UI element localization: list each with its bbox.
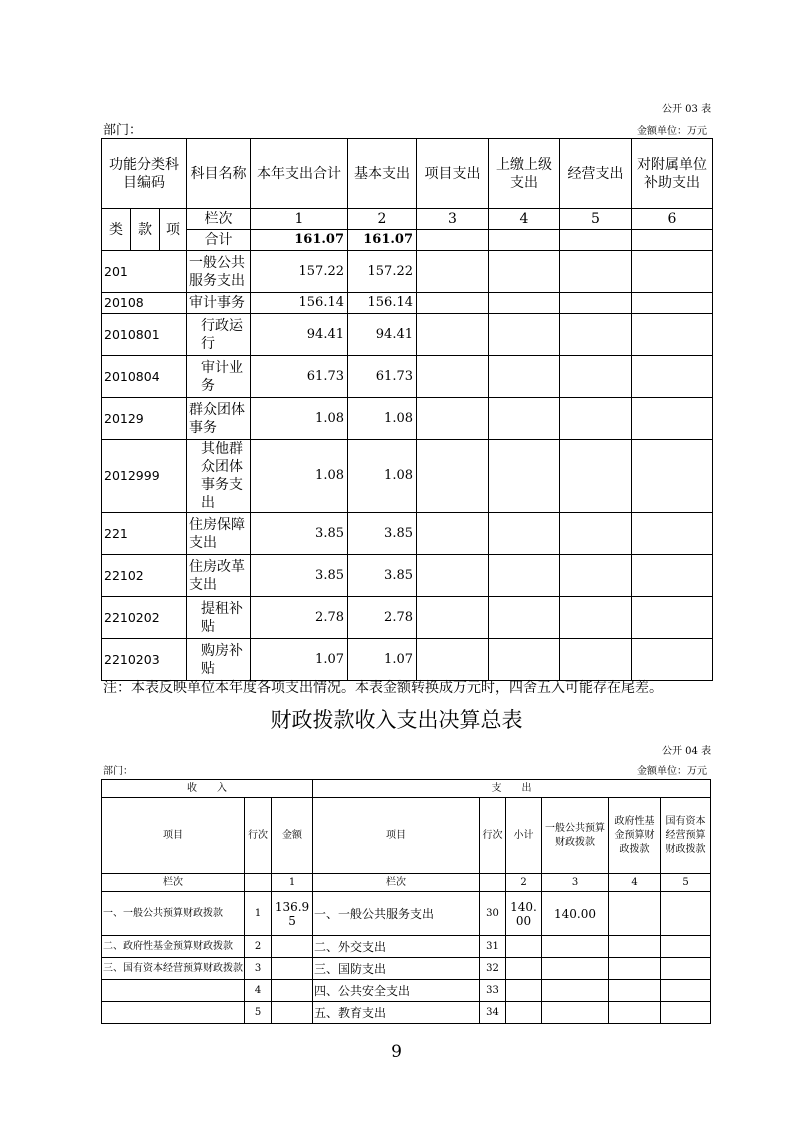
t2-gen-budget-header: 一般公共预算财政拨款 — [542, 798, 609, 874]
table-row: 2210203 购房补贴 1.07 1.07 — [102, 639, 713, 681]
t2-subtotal-header: 小计 — [506, 798, 542, 874]
t1-note: 注：本表反映单位本年度各项支出情况。本表金额转换成万元时，四舍五入可能存在尾差。 — [103, 680, 663, 696]
header-upper: 上缴上级支出 — [489, 139, 560, 209]
header-subject: 科目名称 — [187, 139, 251, 209]
sum-total: 161.07 — [251, 230, 348, 251]
table-row: 2010804 审计业务 61.73 61.73 — [102, 356, 713, 398]
header-xiang: 项 — [160, 209, 187, 251]
table-row: 4 四、公共安全支出 33 — [102, 980, 711, 1002]
t1-unit-label: 金额单位：万元 — [637, 126, 707, 137]
t2-item2-header: 项目 — [313, 798, 480, 874]
table-row: 一、一般公共预算财政拨款 1 136.95 一、一般公共服务支出 30 140.00 140.00 — [102, 892, 711, 936]
col-num-2: 2 — [348, 209, 417, 230]
header-kuan: 款 — [131, 209, 160, 251]
page-number: 9 — [391, 1042, 402, 1062]
header-total: 本年支出合计 — [251, 139, 348, 209]
t2-income-header: 收 入 — [102, 780, 313, 798]
t2-rowno2-header: 行次 — [480, 798, 506, 874]
col-num-5: 5 — [560, 209, 632, 230]
fiscal-summary-table — [101, 779, 711, 1024]
table-row: 22102 住房改革支出 3.85 3.85 — [102, 555, 713, 597]
table-row: 20129 群众团体事务 1.08 1.08 — [102, 398, 713, 440]
t1-dept-label: 部门： — [103, 123, 143, 138]
t2-state-capital-header: 国有资本经营预算财政拨款 — [661, 798, 711, 874]
t2-col2: 2 — [506, 874, 542, 892]
header-func-code: 功能分类科目编码 — [102, 139, 187, 209]
t2-col1: 1 — [272, 874, 313, 892]
sum-label: 合计 — [187, 230, 251, 251]
col-num-4: 4 — [489, 209, 560, 230]
t2-col3: 3 — [542, 874, 609, 892]
expense-table — [101, 138, 713, 681]
t2-lanci-expense: 栏次 — [313, 874, 480, 892]
t2-lanci-income: 栏次 — [102, 874, 245, 892]
col-num-3: 3 — [417, 209, 489, 230]
header-subsidy: 对附属单位补助支出 — [632, 139, 713, 209]
header-lei: 类 — [102, 209, 131, 251]
header-lanci: 栏次 — [187, 209, 251, 230]
t2-rowno-header: 行次 — [245, 798, 272, 874]
sum-basic: 161.07 — [348, 230, 417, 251]
t2-table-no: 公开 04 表 — [662, 746, 712, 757]
col-num-6: 6 — [632, 209, 713, 230]
col-num-1: 1 — [251, 209, 348, 230]
header-business: 经营支出 — [560, 139, 632, 209]
table-row: 5 五、教育支出 34 — [102, 1002, 711, 1024]
table-row: 三、国有资本经营预算财政拨款 3 三、国防支出 32 — [102, 958, 711, 980]
header-project: 项目支出 — [417, 139, 489, 209]
t2-title: 财政拨款收入支出决算总表 — [270, 708, 523, 732]
t1-table-no: 公开 03 表 — [662, 104, 712, 115]
t2-col5: 5 — [661, 874, 711, 892]
t2-unit-label: 金额单位：万元 — [637, 766, 707, 777]
table-row: 20108 审计事务 156.14 156.14 — [102, 293, 713, 314]
t2-col4: 4 — [609, 874, 661, 892]
table-row: 2210202 提租补贴 2.78 2.78 — [102, 597, 713, 639]
table-row: 221 住房保障支出 3.85 3.85 — [102, 513, 713, 555]
t2-gov-fund-header: 政府性基金预算财政拨款 — [609, 798, 661, 874]
t2-amount-header: 金额 — [272, 798, 313, 874]
header-basic: 基本支出 — [348, 139, 417, 209]
t2-dept-label: 部门： — [103, 766, 133, 777]
t2-expense-header: 支 出 — [313, 780, 711, 798]
table-row: 2012999 其他群众团体事务支出 1.08 1.08 — [102, 440, 713, 513]
t2-item-header: 项目 — [102, 798, 245, 874]
table-row: 2010801 行政运行 94.41 94.41 — [102, 314, 713, 356]
table-row: 201 一般公共服务支出 157.22 157.22 — [102, 251, 713, 293]
table-row: 二、政府性基金预算财政拨款 2 二、外交支出 31 — [102, 936, 711, 958]
